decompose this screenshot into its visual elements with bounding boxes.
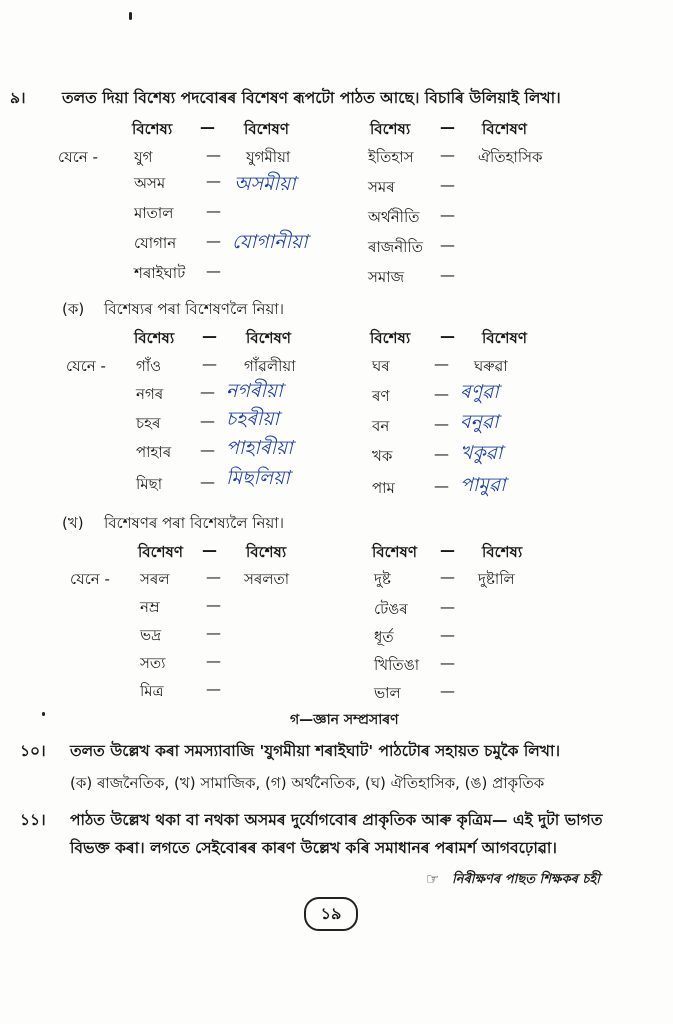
handwritten-answer: অসমীয়া — [234, 173, 296, 195]
handwritten-answer: বনুৱা — [460, 411, 499, 433]
column-header-noun: বিশেষ্য — [134, 329, 175, 347]
noun-word: গাঁও — [136, 357, 162, 375]
handwritten-answer: পাহাৰীয়া — [226, 437, 293, 459]
dash: — — [202, 355, 217, 373]
dash: — — [440, 206, 455, 224]
handwritten-answer: মিছলিয়া — [226, 467, 290, 489]
column-header-adj: বিশেষণ — [246, 329, 291, 347]
dash: — — [440, 682, 455, 700]
adjective-word: ঐতিহাসিক — [478, 148, 543, 166]
adjective-word: মিত্ৰ — [140, 682, 164, 700]
example-label: যেনে - — [58, 148, 98, 166]
noun-word: নগৰ — [136, 385, 164, 403]
dash: — — [440, 146, 455, 164]
dash: — — [206, 624, 221, 642]
handwritten-answer: চহৰীয়া — [226, 408, 280, 430]
dash: — — [200, 441, 215, 459]
sub-question-label: (খ) — [62, 514, 84, 532]
column-header-adj: বিশেষণ — [482, 120, 527, 138]
column-header-noun: বিশেষ্য — [370, 329, 411, 347]
column-header-noun: বিশেষ্য — [370, 120, 411, 138]
question-number: ১০। — [20, 742, 46, 760]
ink-mark — [42, 712, 45, 716]
question-number: ১১। — [20, 811, 46, 829]
column-header-noun: বিশেষ্য — [246, 543, 287, 561]
ink-mark — [129, 12, 132, 20]
column-header-adj: বিশেষণ — [138, 543, 183, 561]
noun-word: যোগান — [134, 234, 177, 252]
handwritten-answer: ৰণুৱা — [460, 381, 499, 403]
dash: — — [200, 473, 215, 491]
noun-word: চহৰ — [136, 414, 161, 432]
question-text: তলত উল্লেখ কৰা সমস্যাবাজি 'যুগমীয়া শৰাইঘাট' পাঠটোৰ সহায়ত চমুকৈ লিখা। — [70, 742, 561, 760]
noun-word: শৰাইঘাট — [134, 264, 186, 282]
noun-word: ৰণ — [372, 387, 390, 405]
dash: — — [440, 568, 455, 586]
adjective-word: সত্য — [140, 654, 166, 672]
adjective-word: যুগমীয়া — [246, 148, 291, 166]
section-title: গ—জ্ঞান সম্প্ৰসাৰণ — [290, 712, 399, 728]
footer-note: নিৰীক্ষণৰ পাছত শিক্ষকৰ চহী — [452, 872, 600, 887]
dash: — — [434, 445, 449, 463]
column-header-dash: — — [440, 541, 455, 559]
column-header-dash: — — [200, 118, 215, 136]
noun-word: ৰাজনীতি — [368, 238, 424, 256]
noun-word: মাতাল — [134, 204, 174, 222]
column-header-dash: — — [202, 541, 217, 559]
noun-word: মিছা — [136, 475, 163, 493]
column-header-adj: বিশেষণ — [244, 120, 289, 138]
dash: — — [206, 202, 221, 220]
dash: — — [440, 266, 455, 284]
question-options: (ক) ৰাজনৈতিক, (খ) সামাজিক, (গ) অৰ্থনৈতিক, (ঘ) ঐতিহাসিক, (ঙ) প্ৰাকৃতিক — [70, 774, 545, 792]
adjective-word: নম্ৰ — [140, 598, 160, 616]
column-header-adj: বিশেষণ — [372, 543, 417, 561]
handwritten-answer: যোগানীয়া — [232, 231, 308, 253]
pointing-hand-icon: ☞ — [426, 870, 440, 888]
dash: — — [206, 262, 221, 280]
noun-word: অসম — [134, 174, 166, 192]
handwritten-answer: খকুৱা — [460, 442, 503, 464]
noun-word: সৰলতা — [244, 570, 290, 588]
adjective-word: গাঁৱলীয়া — [244, 357, 296, 375]
dash: — — [440, 176, 455, 194]
adjective-word: দুষ্ট — [374, 570, 391, 588]
noun-word: দুষ্টালি — [478, 570, 515, 588]
noun-word: সমৰ — [368, 178, 395, 196]
sub-question-text: বিশেষণৰ পৰা বিশেষ্যলৈ নিয়া। — [104, 514, 285, 532]
question-number: ৯। — [10, 89, 26, 107]
dash: — — [206, 146, 221, 164]
dash: — — [434, 385, 449, 403]
example-label: যেনে - — [70, 570, 110, 588]
dash: — — [206, 596, 221, 614]
dash: — — [206, 232, 221, 250]
question-text-line: বিভক্ত কৰা। লগতে সেইবোৰৰ কাৰণ উল্লেখ কৰি সমাধানৰ পৰামৰ্শ আগবঢ়োৱা। — [70, 839, 557, 857]
adjective-word: টেঙৰ — [374, 600, 408, 618]
page-number: ১৯ — [304, 897, 358, 931]
column-header-adj: বিশেষণ — [482, 329, 527, 347]
adjective-word: ধূৰ্ত — [374, 628, 394, 646]
dash: — — [440, 626, 455, 644]
dash: — — [440, 654, 455, 672]
noun-word: যুগ — [134, 148, 153, 166]
noun-word: সমাজ — [368, 268, 405, 286]
dash: — — [440, 236, 455, 254]
column-header-noun: বিশেষ্য — [132, 120, 173, 138]
adjective-word: ভাল — [374, 684, 401, 702]
noun-word: পাম — [372, 479, 395, 497]
column-header-dash: — — [440, 118, 455, 136]
dash: — — [206, 680, 221, 698]
noun-word: অৰ্থনীতি — [368, 208, 420, 226]
question-text-line: পাঠত উল্লেখ থকা বা নথকা অসমৰ দুৰ্যোগবোৰ প্ৰাকৃতিক আৰু কৃত্ৰিম— এই দুটা ভাগত — [70, 811, 603, 829]
example-label: যেনে - — [66, 357, 106, 375]
dash: — — [434, 355, 449, 373]
column-header-dash: — — [202, 327, 217, 345]
dash: — — [200, 383, 215, 401]
handwritten-answer: পামুৱা — [460, 474, 506, 496]
adjective-word: খিতিঙা — [374, 656, 420, 674]
handwritten-answer: নগৰীয়া — [226, 380, 283, 402]
adjective-word: ভদ্ৰ — [140, 626, 162, 644]
dash: — — [440, 598, 455, 616]
sub-question-text: বিশেষ্যৰ পৰা বিশেষণলৈ নিয়া। — [104, 300, 285, 318]
adjective-word: সৰল — [140, 570, 170, 588]
adjective-word: ঘৰুৱা — [474, 357, 508, 375]
dash: — — [206, 568, 221, 586]
dash: — — [434, 415, 449, 433]
column-header-noun: বিশেষ্য — [482, 543, 523, 561]
noun-word: পাহাৰ — [136, 443, 172, 461]
dash: — — [434, 477, 449, 495]
noun-word: ঘৰ — [372, 357, 390, 375]
noun-word: খক — [372, 447, 393, 465]
noun-word: ইতিহাস — [368, 148, 414, 166]
dash: — — [206, 652, 221, 670]
dash: — — [206, 172, 221, 190]
dash: — — [200, 412, 215, 430]
noun-word: বন — [372, 417, 390, 435]
question-text: তলত দিয়া বিশেষ্য পদবোৰৰ বিশেষণ ৰূপটো পাঠত আছে। বিচাৰি উলিয়াই লিখা। — [62, 89, 561, 107]
sub-question-label: (ক) — [62, 300, 85, 318]
column-header-dash: — — [440, 327, 455, 345]
